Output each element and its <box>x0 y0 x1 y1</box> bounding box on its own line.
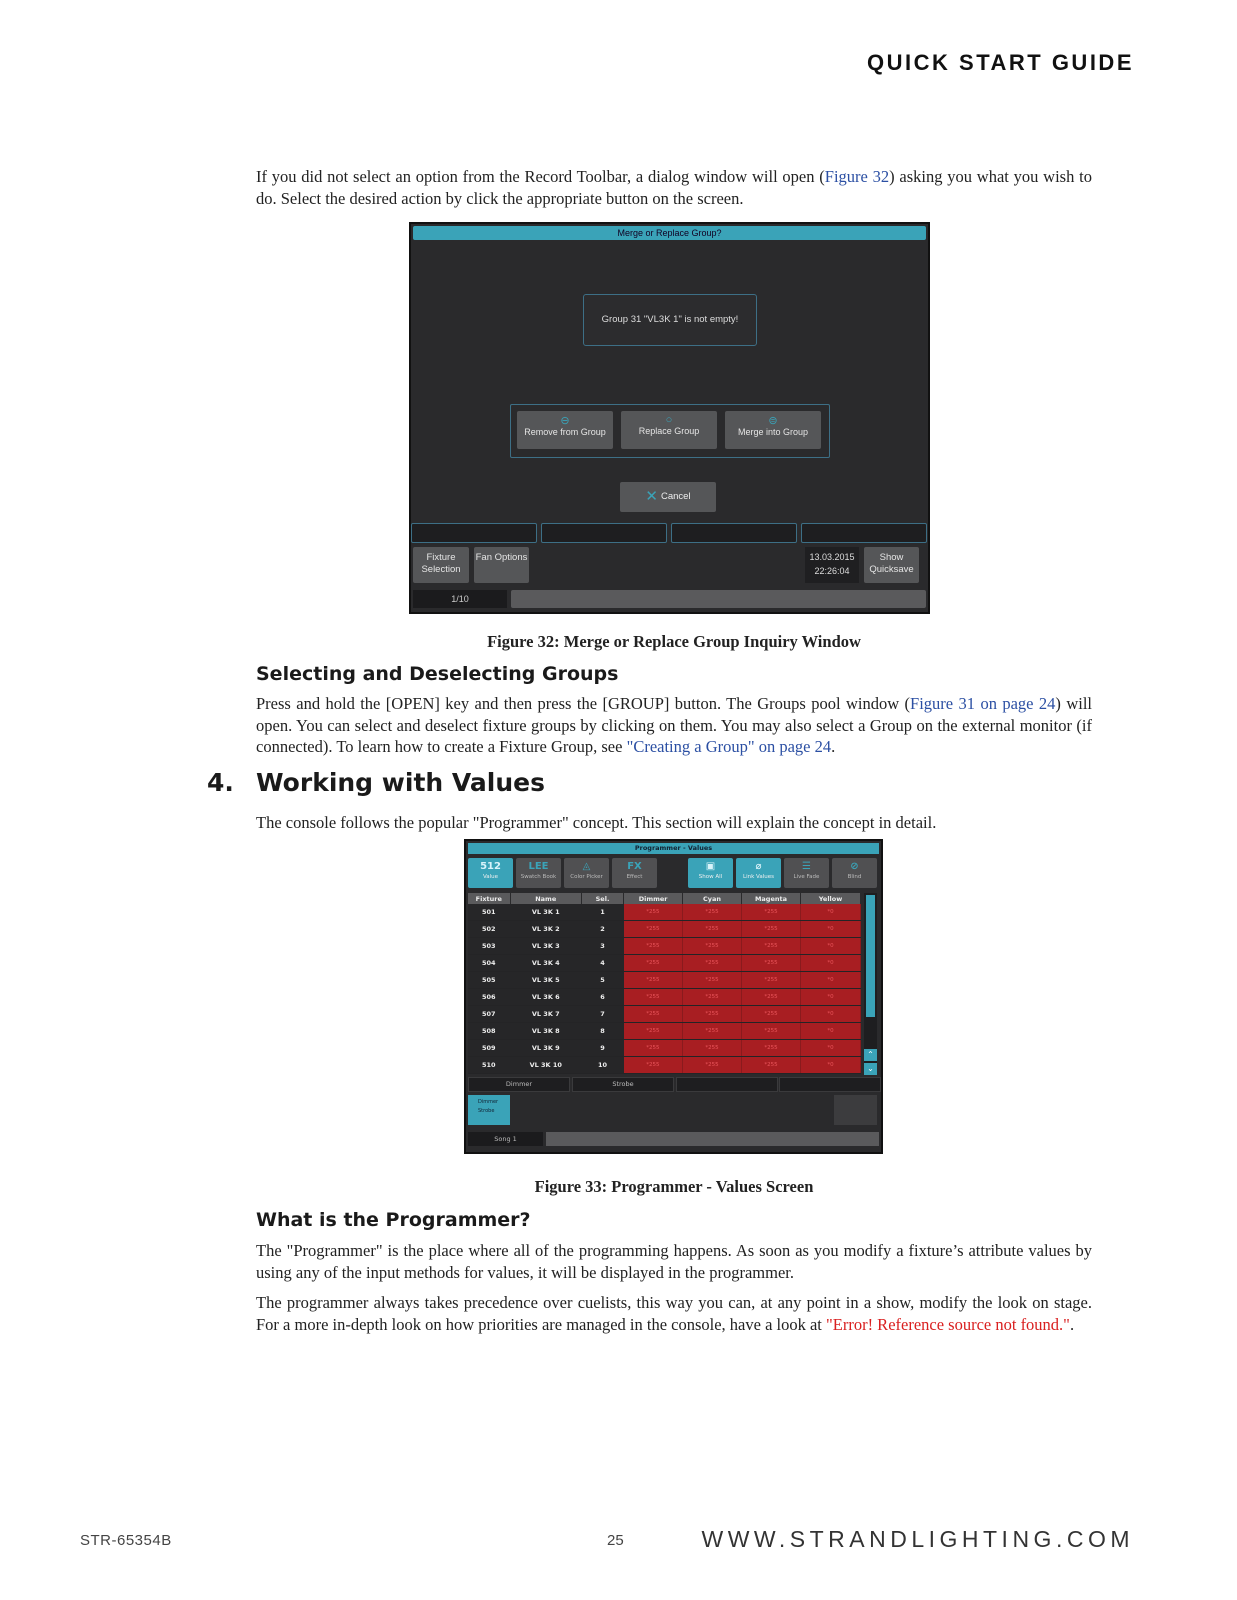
scroll-up-icon[interactable]: ⌃ <box>864 1049 877 1061</box>
section-heading-groups: Selecting and Deselecting Groups <box>256 663 619 685</box>
toolbar-swatch-book-button[interactable] <box>516 858 561 888</box>
remove-from-group-button[interactable] <box>517 411 613 449</box>
cell-value[interactable]: *255 <box>624 955 683 972</box>
groups-text: Press and hold the [OPEN] key and then press the [GROUP] button. The Groups pool window ( <box>256 694 911 713</box>
feature-key-dimmer[interactable]: Dimmer <box>468 1077 570 1092</box>
minus-circle-icon: ⊖ <box>560 415 570 427</box>
status-bar <box>546 1132 879 1146</box>
toolbar-link-values-button[interactable] <box>736 858 781 888</box>
column-header-name[interactable]: Name <box>510 893 581 904</box>
cell-value[interactable]: *255 <box>624 904 683 921</box>
cell-value[interactable]: *255 <box>683 938 742 955</box>
toolbar-label: Blind <box>847 874 862 880</box>
table-body <box>468 904 861 1074</box>
dimmer-strobe-button[interactable] <box>468 1095 510 1125</box>
toolbar-icon: 512 <box>480 861 501 872</box>
empty-slot[interactable] <box>671 523 797 543</box>
intro-text-end: ) asking you what you wish to do. Select the desired action by click the appropriate button on the screen. <box>256 167 1092 208</box>
table-row[interactable] <box>468 972 861 989</box>
column-header-yellow[interactable]: Yellow <box>801 893 861 904</box>
column-header-fixture[interactable]: Fixture <box>468 893 510 904</box>
dialog-button-group <box>510 404 830 458</box>
time-text: 22:26:04 <box>814 566 850 576</box>
strobe-label: Strobe <box>478 1108 495 1114</box>
document-number: STR-65354B <box>80 1532 172 1549</box>
toolbar-label: Color Picker <box>570 874 603 880</box>
cell-fixture[interactable]: 502 <box>468 921 510 938</box>
groups-text-middle: ) will open. You can select and deselect fixture groups by clicking on them. You may also select a Group on the external monitor (if connected). To learn how to create a Fixture Group, see <box>256 694 1092 756</box>
toolbar-icon: ◬ <box>582 861 591 872</box>
cell-value[interactable]: *255 <box>683 921 742 938</box>
cell-fixture[interactable]: 505 <box>468 972 510 989</box>
toolbar-label: Live Fade <box>793 874 820 880</box>
dialog-message: Group 31 "VL3K 1" is not empty! <box>583 294 757 346</box>
figure-32-caption: Figure 32: Merge or Replace Group Inquiry Window <box>487 632 861 651</box>
cell-value[interactable]: *255 <box>683 972 742 989</box>
intro-paragraph <box>256 166 1092 209</box>
programmer-text-2: The programmer always takes precedence over cuelists, this way you can, at any point in a show, modify the look on stage. For a more in-depth look on how priorities are managed in the console, have a look at <box>256 1293 1092 1334</box>
show-quicksave-button[interactable]: Show Quicksave <box>864 547 919 583</box>
cell-name[interactable]: VL 3K 2 <box>510 921 581 938</box>
groups-paragraph <box>256 693 1092 758</box>
cell-value[interactable]: *255 <box>683 904 742 921</box>
cell-sel[interactable]: 3 <box>581 938 623 955</box>
cell-value[interactable]: *0 <box>801 955 861 972</box>
cell-value[interactable]: *0 <box>801 972 861 989</box>
chapter-number: 4. <box>207 768 234 797</box>
toolbar-label: Link Values <box>743 874 774 880</box>
scroll-down-icon[interactable]: ⌄ <box>864 1063 877 1075</box>
cell-value[interactable]: *255 <box>741 938 800 955</box>
toolbar-blind-button[interactable] <box>832 858 877 888</box>
cell-fixture[interactable]: 509 <box>468 1040 510 1057</box>
header-title: QUICK START GUIDE <box>867 50 1134 75</box>
cell-value[interactable]: *255 <box>741 1023 800 1040</box>
table-row[interactable] <box>468 989 861 1006</box>
cell-value[interactable]: *0 <box>801 1040 861 1057</box>
dialog-title: Merge or Replace Group? <box>413 226 926 240</box>
cell-value[interactable]: *255 <box>683 1040 742 1057</box>
intro-text: If you did not select an option from the Record Toolbar, a dialog window will open ( <box>256 167 825 186</box>
cell-fixture[interactable]: 506 <box>468 989 510 1006</box>
cell-sel[interactable]: 2 <box>581 921 623 938</box>
cell-value[interactable]: *255 <box>741 955 800 972</box>
table-row[interactable] <box>468 1057 861 1074</box>
toolbar-icon: FX <box>627 861 642 872</box>
toolbar-icon: ▣ <box>705 861 716 872</box>
cell-sel[interactable]: 5 <box>581 972 623 989</box>
toolbar-icon: ⊘ <box>850 861 859 872</box>
status-bar <box>511 590 926 608</box>
cell-name[interactable]: VL 3K 4 <box>510 955 581 972</box>
empty-button[interactable] <box>834 1095 877 1125</box>
cell-value[interactable]: *255 <box>741 989 800 1006</box>
table-header-row <box>468 893 861 904</box>
chapter-title: Working with Values <box>256 768 545 797</box>
cell-sel[interactable]: 6 <box>581 989 623 1006</box>
toolbar-label: Value <box>482 874 499 880</box>
toolbar-label: Show All <box>698 874 723 880</box>
cell-value[interactable]: *0 <box>801 938 861 955</box>
website[interactable]: WWW.STRANDLIGHTING.COM <box>701 1526 1134 1552</box>
chapter-intro <box>256 812 1092 834</box>
section-heading-programmer: What is the Programmer? <box>256 1209 531 1231</box>
figure-32-link[interactable]: Figure 32 <box>824 167 890 186</box>
groups-text-end: . <box>831 737 836 756</box>
cell-value[interactable]: *0 <box>801 989 861 1006</box>
cell-value[interactable]: *255 <box>683 1006 742 1023</box>
fixture-selection-button[interactable]: Fixture Selection <box>413 547 469 583</box>
close-icon: ✕ <box>645 488 658 505</box>
error-reference[interactable]: "Error! Reference source not found." <box>826 1314 1070 1334</box>
page-number: 25 <box>607 1532 624 1549</box>
table-row[interactable] <box>468 1006 861 1023</box>
cell-value[interactable]: *255 <box>683 955 742 972</box>
toolbar-icon: LEE <box>528 861 549 872</box>
cell-value[interactable]: *255 <box>624 1057 683 1074</box>
toolbar-label: Swatch Book <box>520 874 557 880</box>
cell-value[interactable]: *255 <box>741 1040 800 1057</box>
cell-value[interactable]: *0 <box>801 904 861 921</box>
programmer-table <box>468 893 861 1074</box>
refresh-icon: ○ <box>665 414 673 426</box>
feature-key-empty[interactable] <box>676 1077 778 1092</box>
figure-33-screenshot <box>464 839 883 1154</box>
cell-value[interactable]: *0 <box>801 1023 861 1040</box>
date-text: 13.03.2015 <box>809 552 855 562</box>
button-label: Remove from Group <box>524 427 606 437</box>
cell-fixture[interactable]: 507 <box>468 1006 510 1023</box>
cell-value[interactable]: *255 <box>741 904 800 921</box>
table-row[interactable] <box>468 955 861 972</box>
fan-options-button[interactable]: Fan Options <box>474 547 529 583</box>
cell-name[interactable]: VL 3K 9 <box>510 1040 581 1057</box>
cell-name[interactable]: VL 3K 10 <box>510 1057 581 1074</box>
programmer-title: Programmer - Values <box>468 843 879 854</box>
column-header-dimmer[interactable]: Dimmer <box>624 893 683 904</box>
programmer-text-2-end: . <box>1069 1314 1075 1334</box>
merge-into-group-button[interactable] <box>725 411 821 449</box>
toolbar-icon: ⌀ <box>755 861 762 872</box>
cell-name[interactable]: VL 3K 6 <box>510 989 581 1006</box>
cell-value[interactable]: *255 <box>624 938 683 955</box>
cell-sel[interactable]: 10 <box>581 1057 623 1074</box>
cancel-label: Cancel <box>661 491 691 502</box>
empty-slot[interactable] <box>541 523 667 543</box>
column-header-magenta[interactable]: Magenta <box>741 893 800 904</box>
table-row[interactable] <box>468 921 861 938</box>
table-row[interactable] <box>468 904 861 921</box>
toolbar-value-button[interactable] <box>468 858 513 888</box>
cell-fixture[interactable]: 508 <box>468 1023 510 1040</box>
cell-value[interactable]: *255 <box>624 1023 683 1040</box>
empty-slot[interactable] <box>411 523 537 543</box>
empty-slot[interactable] <box>801 523 927 543</box>
cell-sel[interactable]: 4 <box>581 955 623 972</box>
cell-value[interactable]: *255 <box>683 989 742 1006</box>
cell-name[interactable]: VL 3K 1 <box>510 904 581 921</box>
cell-sel[interactable]: 1 <box>581 904 623 921</box>
figure-33-caption: Figure 33: Programmer - Values Screen <box>534 1177 814 1196</box>
cell-name[interactable]: VL 3K 3 <box>510 938 581 955</box>
cancel-button[interactable] <box>620 482 716 512</box>
cell-sel[interactable]: 8 <box>581 1023 623 1040</box>
toolbar-label: Effect <box>626 874 643 880</box>
figure-31-link[interactable]: Figure 31 on page 24 <box>910 694 1056 713</box>
column-header-cyan[interactable]: Cyan <box>683 893 742 904</box>
song-indicator[interactable]: Song 1 <box>468 1132 543 1146</box>
cell-value[interactable]: *255 <box>741 921 800 938</box>
cell-value[interactable]: *0 <box>801 1006 861 1023</box>
chapter-intro-text: The console follows the popular "Programmer" concept. This section will explain the concept in detail. <box>256 813 937 832</box>
table-row[interactable] <box>468 1023 861 1040</box>
cell-sel[interactable]: 9 <box>581 1040 623 1057</box>
cell-value[interactable]: *255 <box>741 972 800 989</box>
toolbar-icon: ☰ <box>802 861 811 872</box>
feature-key-empty[interactable] <box>779 1077 881 1092</box>
cell-value[interactable]: *0 <box>801 921 861 938</box>
creating-group-link[interactable]: "Creating a Group" on page 24 <box>626 737 832 756</box>
cell-value[interactable]: *255 <box>624 1040 683 1057</box>
scrollbar[interactable] <box>864 893 877 1074</box>
cell-value[interactable]: *255 <box>741 1057 800 1074</box>
toolbar-live-fade-button[interactable] <box>784 858 829 888</box>
cell-fixture[interactable]: 501 <box>468 904 510 921</box>
toolbar-effect-button[interactable] <box>612 858 657 888</box>
cell-name[interactable]: VL 3K 7 <box>510 1006 581 1023</box>
cell-sel[interactable]: 7 <box>581 1006 623 1023</box>
cell-value[interactable]: *255 <box>624 989 683 1006</box>
cell-value[interactable]: *0 <box>801 1057 861 1074</box>
cell-value[interactable]: *255 <box>624 972 683 989</box>
cell-name[interactable]: VL 3K 8 <box>510 1023 581 1040</box>
button-label: Replace Group <box>638 426 700 436</box>
button-label: Merge into Group <box>737 427 809 437</box>
page-indicator[interactable]: 1/10 <box>413 590 507 608</box>
merge-circle-icon: ⊜ <box>768 415 778 427</box>
cell-fixture[interactable]: 510 <box>468 1057 510 1074</box>
toolbar-color-picker-button[interactable] <box>564 858 609 888</box>
cell-value[interactable]: *255 <box>683 1057 742 1074</box>
date-time-display <box>805 547 859 583</box>
table-row[interactable] <box>468 1040 861 1057</box>
programmer-paragraph-2 <box>256 1292 1092 1335</box>
programmer-text-1: The "Programmer" is the place where all of the programming happens. As soon as you modify a fixture’s attribute values by using any of the input methods for values, it will be displayed in the programmer. <box>256 1241 1092 1282</box>
cell-name[interactable]: VL 3K 5 <box>510 972 581 989</box>
table-row[interactable] <box>468 938 861 955</box>
toolbar-show-all-button[interactable] <box>688 858 733 888</box>
replace-group-button[interactable] <box>621 411 717 449</box>
cell-value[interactable]: *255 <box>683 1023 742 1040</box>
column-header-sel-[interactable]: Sel. <box>581 893 623 904</box>
feature-key-strobe[interactable]: Strobe <box>572 1077 674 1092</box>
cell-value[interactable]: *255 <box>741 1006 800 1023</box>
scrollbar-thumb[interactable] <box>866 895 875 1017</box>
dimmer-label: Dimmer <box>478 1099 499 1105</box>
figure-32-screenshot <box>409 222 930 614</box>
programmer-paragraph-1 <box>256 1240 1092 1283</box>
cell-value[interactable]: *255 <box>624 921 683 938</box>
chapter-heading <box>207 768 545 797</box>
cell-fixture[interactable]: 503 <box>468 938 510 955</box>
cell-fixture[interactable]: 504 <box>468 955 510 972</box>
cell-value[interactable]: *255 <box>624 1006 683 1023</box>
